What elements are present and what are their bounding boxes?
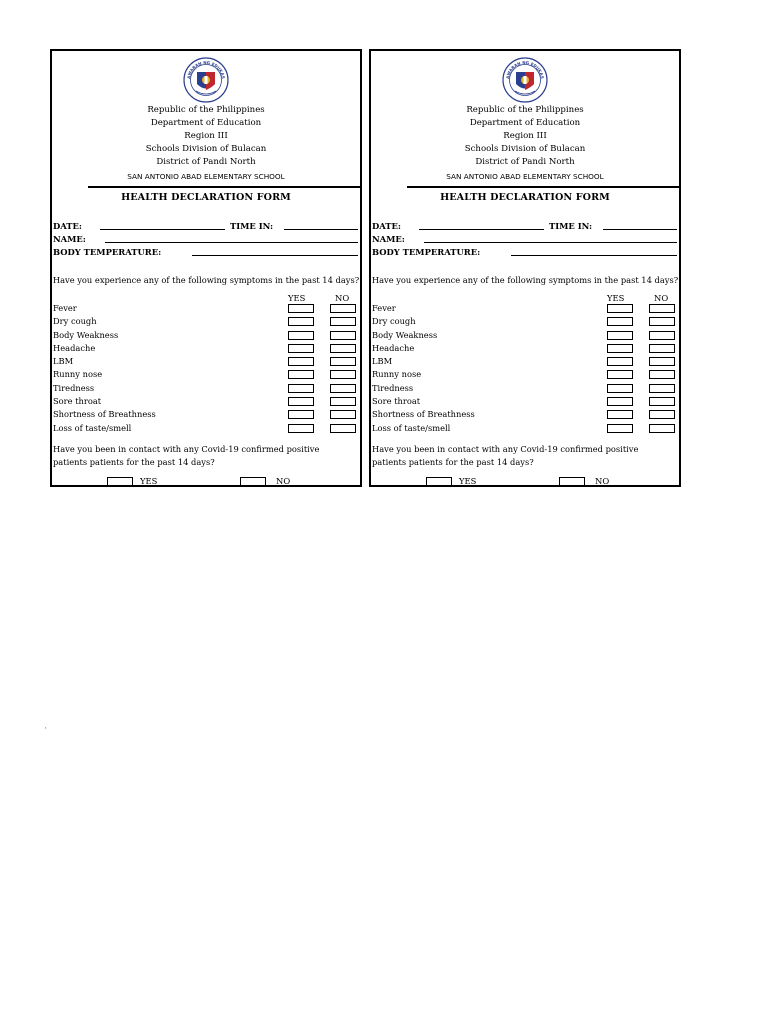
- symptom-row: [372, 356, 677, 369]
- time-in-label: TIME IN:: [549, 221, 593, 231]
- symptom-row: [53, 330, 358, 343]
- symptom-no-checkbox[interactable]: [330, 410, 356, 419]
- no-column-header: NO: [654, 293, 669, 303]
- symptom-question: Have you experience any of the following symptoms in the past 14 days?: [52, 275, 360, 285]
- symptom-label: Sore throat: [372, 396, 421, 407]
- symptom-label: Tiredness: [372, 382, 414, 393]
- symptom-row: [372, 343, 677, 356]
- symptom-yes-checkbox[interactable]: [288, 357, 314, 366]
- body-temperature-label: BODY TEMPERATURE:: [53, 247, 162, 257]
- contact-yes-checkbox[interactable]: [107, 477, 133, 486]
- school-name: SAN ANTONIO ABAD ELEMENTARY SCHOOL: [127, 172, 285, 181]
- health-declaration-form-right: [369, 49, 681, 487]
- symptom-yes-checkbox[interactable]: [288, 424, 314, 433]
- symptom-yes-checkbox[interactable]: [607, 331, 633, 340]
- header-line: Republic of the Philippines: [466, 105, 584, 115]
- symptom-no-checkbox[interactable]: [330, 424, 356, 433]
- symptom-label: Shortness of Breathness: [372, 409, 475, 420]
- symptom-label: Loss of taste/smell: [53, 422, 132, 433]
- symptom-label: Dry cough: [372, 316, 416, 327]
- temperature-row: [372, 246, 674, 259]
- symptom-row: [372, 409, 677, 422]
- yes-column-header: YES: [288, 293, 306, 303]
- symptom-row: [372, 316, 677, 329]
- contact-no-checkbox[interactable]: [559, 477, 585, 486]
- symptom-no-checkbox[interactable]: [649, 397, 675, 406]
- header-line: Schools Division of Bulacan: [464, 144, 586, 154]
- date-field[interactable]: [100, 220, 225, 230]
- form-fields: [372, 220, 674, 259]
- symptom-row: [53, 356, 358, 369]
- symptom-label: Dry cough: [53, 316, 97, 327]
- symptom-label: LBM: [53, 356, 74, 367]
- contact-yes-label: YES: [140, 476, 158, 486]
- header-line: Department of Education: [150, 118, 262, 128]
- deped-seal-logo: [183, 57, 229, 103]
- symptom-row: [53, 316, 358, 329]
- symptom-label: Runny nose: [372, 369, 422, 380]
- symptom-label: Sore throat: [53, 396, 102, 407]
- contact-yes-checkbox[interactable]: [426, 477, 452, 486]
- symptom-row: [53, 409, 358, 422]
- symptom-label: Loss of taste/smell: [372, 422, 451, 433]
- symptom-no-checkbox[interactable]: [330, 357, 356, 366]
- symptom-yes-checkbox[interactable]: [607, 344, 633, 353]
- no-column-header: NO: [335, 293, 350, 303]
- agency-header: [371, 104, 679, 169]
- stray-mark: ': [45, 727, 47, 734]
- yes-column-header: YES: [607, 293, 625, 303]
- symptom-label: Shortness of Breathness: [53, 409, 156, 420]
- name-field[interactable]: [424, 233, 677, 243]
- symptom-row: [53, 303, 358, 316]
- header-line: Republic of the Philippines: [147, 105, 265, 115]
- body-temperature-label: BODY TEMPERATURE:: [372, 247, 481, 257]
- symptom-yes-checkbox[interactable]: [607, 357, 633, 366]
- symptom-row: [53, 423, 358, 436]
- contact-answers: [52, 476, 360, 488]
- symptom-no-checkbox[interactable]: [330, 331, 356, 340]
- body-temperature-field[interactable]: [511, 246, 677, 256]
- symptom-yes-checkbox[interactable]: [288, 304, 314, 313]
- symptom-yes-checkbox[interactable]: [288, 370, 314, 379]
- header-line: Region III: [184, 131, 228, 141]
- symptom-label: Body Weakness: [53, 329, 119, 340]
- symptom-row: [372, 423, 677, 436]
- symptom-no-checkbox[interactable]: [330, 304, 356, 313]
- name-label: NAME:: [372, 234, 405, 244]
- symptom-no-checkbox[interactable]: [649, 304, 675, 313]
- symptom-label: Headache: [53, 342, 96, 353]
- contact-question: Have you been in contact with any Covid-19 confirmed positive patients patients for the past 14 days?: [53, 444, 320, 467]
- symptom-row: [53, 343, 358, 356]
- contact-no-label: NO: [276, 476, 291, 486]
- contact-question: Have you been in contact with any Covid-19 confirmed positive patients patients for the past 14 days?: [372, 444, 639, 467]
- symptom-row: [372, 369, 677, 382]
- contact-yes-label: YES: [459, 476, 477, 486]
- symptom-no-checkbox[interactable]: [649, 370, 675, 379]
- seal-text: AWARAN NG EDUKAS: [505, 59, 545, 80]
- time-in-field[interactable]: [603, 220, 677, 230]
- symptom-label: Runny nose: [53, 369, 103, 380]
- header-divider: [407, 186, 681, 188]
- school-name: SAN ANTONIO ABAD ELEMENTARY SCHOOL: [446, 172, 604, 181]
- symptom-no-checkbox[interactable]: [330, 370, 356, 379]
- name-row: [372, 233, 674, 246]
- symptom-list: [372, 303, 677, 436]
- symptom-no-checkbox[interactable]: [649, 331, 675, 340]
- form-title: HEALTH DECLARATION FORM: [121, 192, 291, 203]
- symptom-row: [53, 369, 358, 382]
- contact-no-label: NO: [595, 476, 610, 486]
- date-time-row: [53, 220, 355, 233]
- symptom-no-checkbox[interactable]: [649, 384, 675, 393]
- date-time-row: [372, 220, 674, 233]
- form-fields: [53, 220, 355, 259]
- symptom-row: [53, 383, 358, 396]
- symptom-yes-checkbox[interactable]: [288, 317, 314, 326]
- symptom-yes-checkbox[interactable]: [288, 410, 314, 419]
- time-in-field[interactable]: [284, 220, 358, 230]
- symptom-no-checkbox[interactable]: [649, 424, 675, 433]
- header-line: Department of Education: [469, 118, 581, 128]
- symptom-label: Fever: [53, 303, 77, 313]
- header-line: Region III: [503, 131, 547, 141]
- contact-no-checkbox[interactable]: [240, 477, 266, 486]
- symptom-no-checkbox[interactable]: [649, 317, 675, 326]
- symptom-yes-checkbox[interactable]: [607, 410, 633, 419]
- symptom-yes-checkbox[interactable]: [607, 397, 633, 406]
- symptom-no-checkbox[interactable]: [649, 357, 675, 366]
- symptom-list: [53, 303, 358, 436]
- name-label: NAME:: [53, 234, 86, 244]
- symptom-question: Have you experience any of the following symptoms in the past 14 days?: [371, 275, 679, 285]
- symptom-row: [372, 396, 677, 409]
- symptom-no-checkbox[interactable]: [649, 410, 675, 419]
- symptom-row: [372, 330, 677, 343]
- seal-text: AWARAN NG EDUKAS: [186, 59, 226, 80]
- symptom-yes-checkbox[interactable]: [288, 384, 314, 393]
- symptom-yes-checkbox[interactable]: [607, 384, 633, 393]
- symptom-label: Tiredness: [53, 382, 95, 393]
- symptom-row: [372, 303, 677, 316]
- date-label: DATE:: [372, 221, 402, 231]
- symptom-yes-checkbox[interactable]: [288, 397, 314, 406]
- symptom-no-checkbox[interactable]: [330, 317, 356, 326]
- symptom-yes-checkbox[interactable]: [607, 370, 633, 379]
- header-line: District of Pandi North: [156, 157, 256, 167]
- symptom-no-checkbox[interactable]: [649, 344, 675, 353]
- body-temperature-field[interactable]: [192, 246, 358, 256]
- symptom-label: LBM: [372, 356, 393, 367]
- contact-answers: [371, 476, 679, 488]
- symptom-yes-checkbox[interactable]: [288, 331, 314, 340]
- date-label: DATE:: [53, 221, 83, 231]
- deped-seal-logo: [502, 57, 548, 103]
- symptom-yes-checkbox[interactable]: [607, 304, 633, 313]
- symptom-row: [372, 383, 677, 396]
- symptom-no-checkbox[interactable]: [330, 344, 356, 353]
- temperature-row: [53, 246, 355, 259]
- symptom-row: [53, 396, 358, 409]
- agency-header: [52, 104, 360, 169]
- name-row: [53, 233, 355, 246]
- symptom-yes-checkbox[interactable]: [607, 424, 633, 433]
- symptom-yes-checkbox[interactable]: [607, 317, 633, 326]
- symptom-yes-checkbox[interactable]: [288, 344, 314, 353]
- time-in-label: TIME IN:: [230, 221, 274, 231]
- symptom-no-checkbox[interactable]: [330, 384, 356, 393]
- health-declaration-form-left: [50, 49, 362, 487]
- header-divider: [88, 186, 362, 188]
- header-line: Schools Division of Bulacan: [145, 144, 267, 154]
- symptom-label: Fever: [372, 303, 396, 313]
- date-field[interactable]: [419, 220, 544, 230]
- symptom-label: Body Weakness: [372, 329, 438, 340]
- symptom-label: Headache: [372, 342, 415, 353]
- form-title: HEALTH DECLARATION FORM: [440, 192, 610, 203]
- symptom-no-checkbox[interactable]: [330, 397, 356, 406]
- header-line: District of Pandi North: [475, 157, 575, 167]
- name-field[interactable]: [105, 233, 358, 243]
